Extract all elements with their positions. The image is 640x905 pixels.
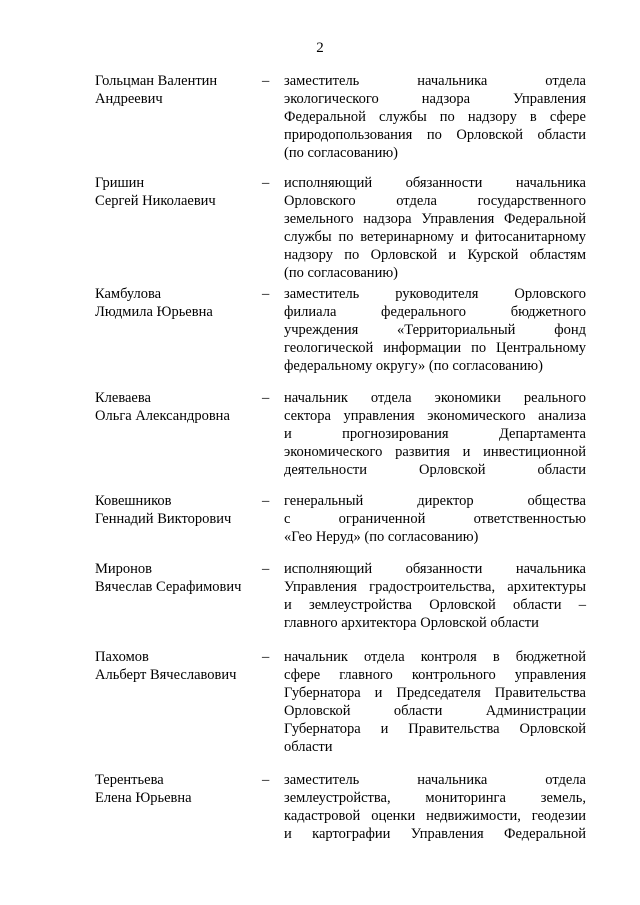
description-line: сфере главного контрольного управления [284,667,586,683]
dash-separator: – [262,772,270,788]
position-description [284,560,586,632]
person-surname: Терентьева [95,772,164,788]
person-name [95,389,255,425]
person-surname: Гольцман Валентин [95,73,218,89]
person-name [95,492,255,528]
description-line: и землеустройства Орловской области – [284,597,586,613]
description-line: с ограниченной ответственностью [284,511,586,527]
description-line: Федеральной службы по надзору в сфере [284,109,586,125]
description-line: экологического надзора Управления [284,91,586,107]
person-surname: Гришин [95,175,145,191]
description-line: Управления градостроительства, архитектуры [284,579,586,595]
description-line: Орловской области Администрации [284,703,586,719]
person-surname: Миронов [95,561,153,577]
dash-separator: – [262,286,270,302]
dash-separator: – [262,73,270,89]
person-name [95,771,255,807]
description-line: заместитель руководителя Орловского [284,286,586,302]
description-line: службы по ветеринарному и фитосанитарному [284,229,586,245]
dash-separator: – [262,649,270,665]
description-line: землеустройства, мониторинга земель, [284,790,586,806]
person-surname: Пахомов [95,649,149,665]
position-description [284,174,586,282]
description-line: учреждения «Территориальный фонд [284,322,586,338]
position-description [284,389,586,479]
description-line: кадастровой оценки недвижимости, геодезии [284,808,586,824]
person-name [95,648,255,684]
position-description [284,492,586,546]
description-line: Губернатора и Председателя Правительства [284,685,586,701]
person-given-name: Елена Юрьевна [95,790,192,806]
description-line: заместитель начальника отдела [284,772,586,788]
person-given-name: Ольга Александровна [95,408,230,424]
description-line: и картографии Управления Федеральной [284,826,586,842]
description-line: геологической информации по Центральному [284,340,586,356]
description-line: исполняющий обязанности начальника [284,561,586,577]
person-name [95,72,255,108]
person-surname: Клеваева [95,390,151,406]
description-line: деятельности Орловской области [284,462,586,478]
description-line: исполняющий обязанности начальника [284,175,586,191]
description-line: земельного надзора Управления Федеральной [284,211,586,227]
description-line: начальник отдела экономики реального [284,390,586,406]
person-given-name: Альберт Вячеславович [95,667,237,683]
description-line: (по согласованию) [284,265,398,281]
dash-separator: – [262,390,270,406]
page-number: 2 [316,40,324,56]
description-line: области [284,739,333,755]
person-given-name: Сергей Николаевич [95,193,216,209]
description-line: генеральный директор общества [284,493,586,509]
description-line: федеральному округу» (по согласованию) [284,358,543,374]
description-line: главного архитектора Орловской области [284,615,539,631]
person-given-name: Вячеслав Серафимович [95,579,242,595]
description-line: и прогнозирования Департамента [284,426,586,442]
person-surname: Камбулова [95,286,162,302]
person-name [95,560,255,596]
dash-separator: – [262,561,270,577]
description-line: надзору по Орловской и Курской областям [284,247,586,263]
person-given-name: Андреевич [95,91,163,107]
description-line: сектора управления экономического анализа [284,408,586,424]
position-description [284,648,586,756]
description-line: природопользования по Орловской области [284,127,586,143]
description-line: заместитель начальника отдела [284,73,586,89]
person-given-name: Людмила Юрьевна [95,304,213,320]
description-line: (по согласованию) [284,145,398,161]
person-given-name: Геннадий Викторович [95,511,232,527]
description-line: «Гео Неруд» (по согласованию) [284,529,479,545]
description-line: Губернатора и Правительства Орловской [284,721,586,737]
position-description [284,72,586,162]
person-name [95,174,255,210]
position-description [284,771,586,843]
position-description [284,285,586,375]
description-line: Орловского отдела государственного [284,193,586,209]
description-line: экономического развития и инвестиционной [284,444,586,460]
dash-separator: – [262,175,270,191]
description-line: начальник отдела контроля в бюджетной [284,649,586,665]
person-surname: Ковешников [95,493,172,509]
dash-separator: – [262,493,270,509]
person-name [95,285,255,321]
description-line: филиала федерального бюджетного [284,304,586,320]
